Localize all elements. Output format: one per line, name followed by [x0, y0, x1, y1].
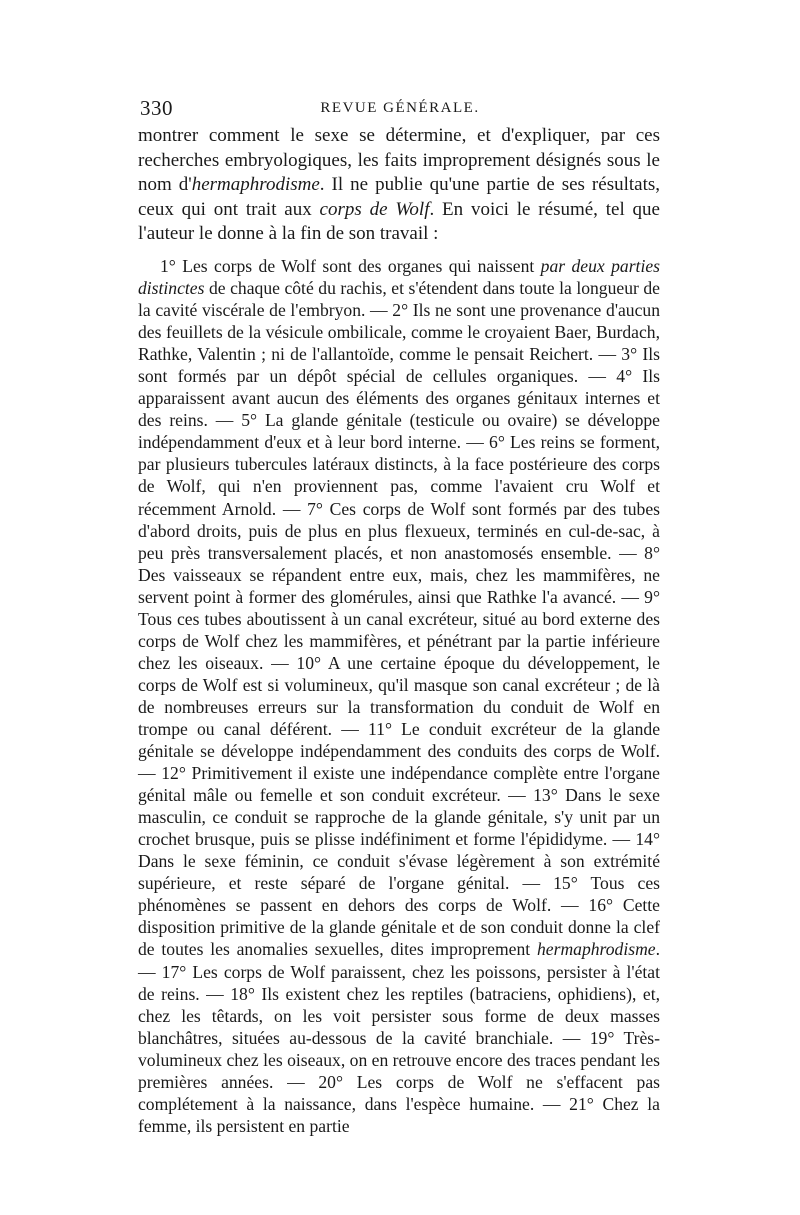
summary-italic-hermaphrodisme: hermaphrodisme [537, 939, 656, 960]
summary-text-1: 1° Les corps de Wolf sont des organes qui naissent [160, 256, 541, 276]
intro-paragraph [138, 124, 660, 247]
summary-text-2: de chaque côté du rachis, et s'étendent dans toute la longueur de la cavité viscérale de l'embryon. — 2° Ils ne sont une provenance d'aucun des feuillets de la vésicule ombilicale, comme le croyaient Baer, Burdach, Rathke, Valentin ; ni de l'allantoïde, comme le pensait Reichert. — 3° Ils sont formés par un dépôt spécial de cellules organiques. — 4° Ils apparaissent avant aucun des éléments des organes génitaux internes et des reins. — 5° La glande génitale (testicule ou ovaire) se développe indépendamment d'eux et à leur bord interne. — 6° Les reins se forment, par plusieurs tubercules latéraux distincts, à la face postérieure des corps de Wolf, qui n'en proviennent pas, comme l'avaient cru Wolf et récemment Arnold. — 7° Ces corps de Wolf sont formés par des tubes d'abord droits, puis de plus en plus flexueux, terminés en cul-de-sac, à peu près transversalement placés, et non anastomosés ensemble. — 8° Des vaisseaux se répandent entre eux, mais, chez les mammifères, ne servent point à former des glomérules, ainsi que Rathke l'a avancé. — 9° Tous ces tubes aboutissent à un canal excréteur, situé au bord externe des corps de Wolf chez les mammifères, et pénétrant par la partie inférieure chez les oiseaux. — 10° A une certaine époque du développement, le corps de Wolf est si volumineux, qu'il masque son canal excréteur ; de là de nombreuses erreurs sur la transformation du conduit de Wolf en trompe ou canal déférent. — 11° Le conduit excréteur de la glande génitale se développe indépendamment des conduits des corps de Wolf. — 12° Primitivement il existe une indépendance complète entre l'organe génital mâle ou femelle et son conduit excréteur. — 13° Dans le sexe masculin, ce conduit se rapproche de la glande génitale, s'y unit par un crochet brusque, puis se plisse indéfiniment et forme l'épididyme. — 14° Dans le sexe féminin, ce conduit s'évase légèrement à son extrémité supérieure, et reste séparé de l'organe génital. — 15° Tous ces phénomènes se passent en dehors des corps de Wolf. — 16° Cette disposition primitive de la glande génitale et de son conduit donne la clef de toutes les anomalies sexuelles, dites improprement [138, 278, 660, 960]
intro-text [138, 124, 660, 247]
summary-text-3: . — 17° Les corps de Wolf paraissent, chez les poissons, persister à l'état de reins. — 18° Ils existent chez les reptiles (batraciens, ophidiens), et, chez les têtards, on les voit persister sous forme de deux masses blanchâtres, situées au-dessous de la cavité branchiale. — 19° Très-volumineux chez les oiseaux, on en retrouve encore des traces pendant les premières années. — 20° Les corps de Wolf ne s'effacent pas complétement à la naissance, dans l'espèce humaine. — 21° Chez la femme, ils persistent en partie [138, 939, 660, 1136]
intro-italic-corps-de-wolf: corps de Wolf [319, 198, 430, 220]
intro-text-2: . Il ne publie qu'une partie de ses résultats, ceux qui ont trait aux [138, 174, 661, 220]
page-header [140, 96, 660, 122]
intro-text-1: montrer comment le sexe se détermine, et d'expliquer, par ces recherches embryologiques, les faits improprement désignés sous le nom d' [138, 125, 660, 196]
summary-text [138, 255, 660, 1137]
intro-text-3: . En voici le résumé, tel que l'auteur le donne à la fin de son travail : [138, 198, 660, 245]
intro-italic-hermaphrodisme: hermaphrodisme [191, 174, 320, 196]
running-title: REVUE GÉNÉRALE. [320, 100, 480, 116]
summary-paragraph [138, 255, 660, 1137]
summary-italic-par-deux-parties: par deux parties distinctes [138, 256, 660, 299]
page-number: 330 [140, 96, 173, 120]
